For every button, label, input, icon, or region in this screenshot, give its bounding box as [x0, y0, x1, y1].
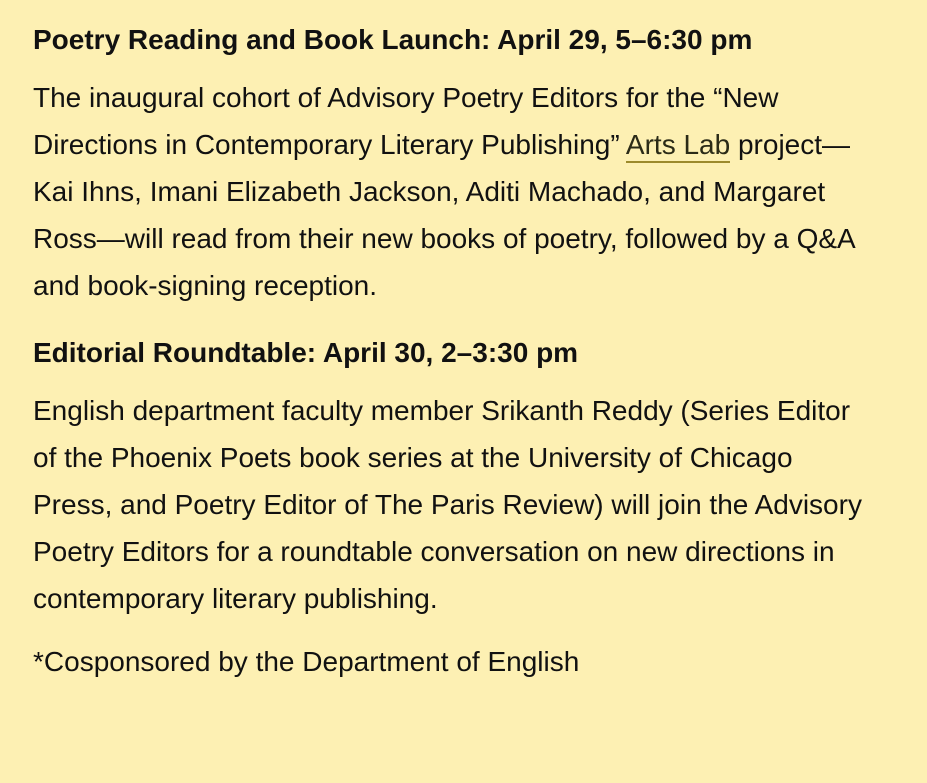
- arts-lab-link[interactable]: Arts Lab: [626, 129, 730, 163]
- cosponsor-note: *Cosponsored by the Department of English: [33, 646, 580, 677]
- poetry-reading-description: [33, 74, 870, 309]
- poetry-reading-text-start: The inaugural cohort of Advisory Poetry Editors for the “New Directions in Contemporary Literary Publishing”: [33, 82, 779, 160]
- poetry-reading-text-end: project—Kai Ihns, Imani Elizabeth Jackson, Aditi Machado, and Margaret Ross—will read from their new books of poetry, followed by a Q&A and book-signing reception.: [33, 129, 855, 301]
- roundtable-heading: Editorial Roundtable: April 30, 2–3:30 pm: [33, 337, 579, 368]
- poetry-reading-heading: Poetry Reading and Book Launch: April 29, 5–6:30 pm: [33, 24, 753, 55]
- roundtable-description: English department faculty member Srikanth Reddy (Series Editor of the Phoenix Poets book series at the University of Chicago Press, and Poetry Editor of The Paris Review) will join the Advisory Poetry Editors for a roundtable conversation on new directions in contemporary literary publishing.: [33, 395, 862, 614]
